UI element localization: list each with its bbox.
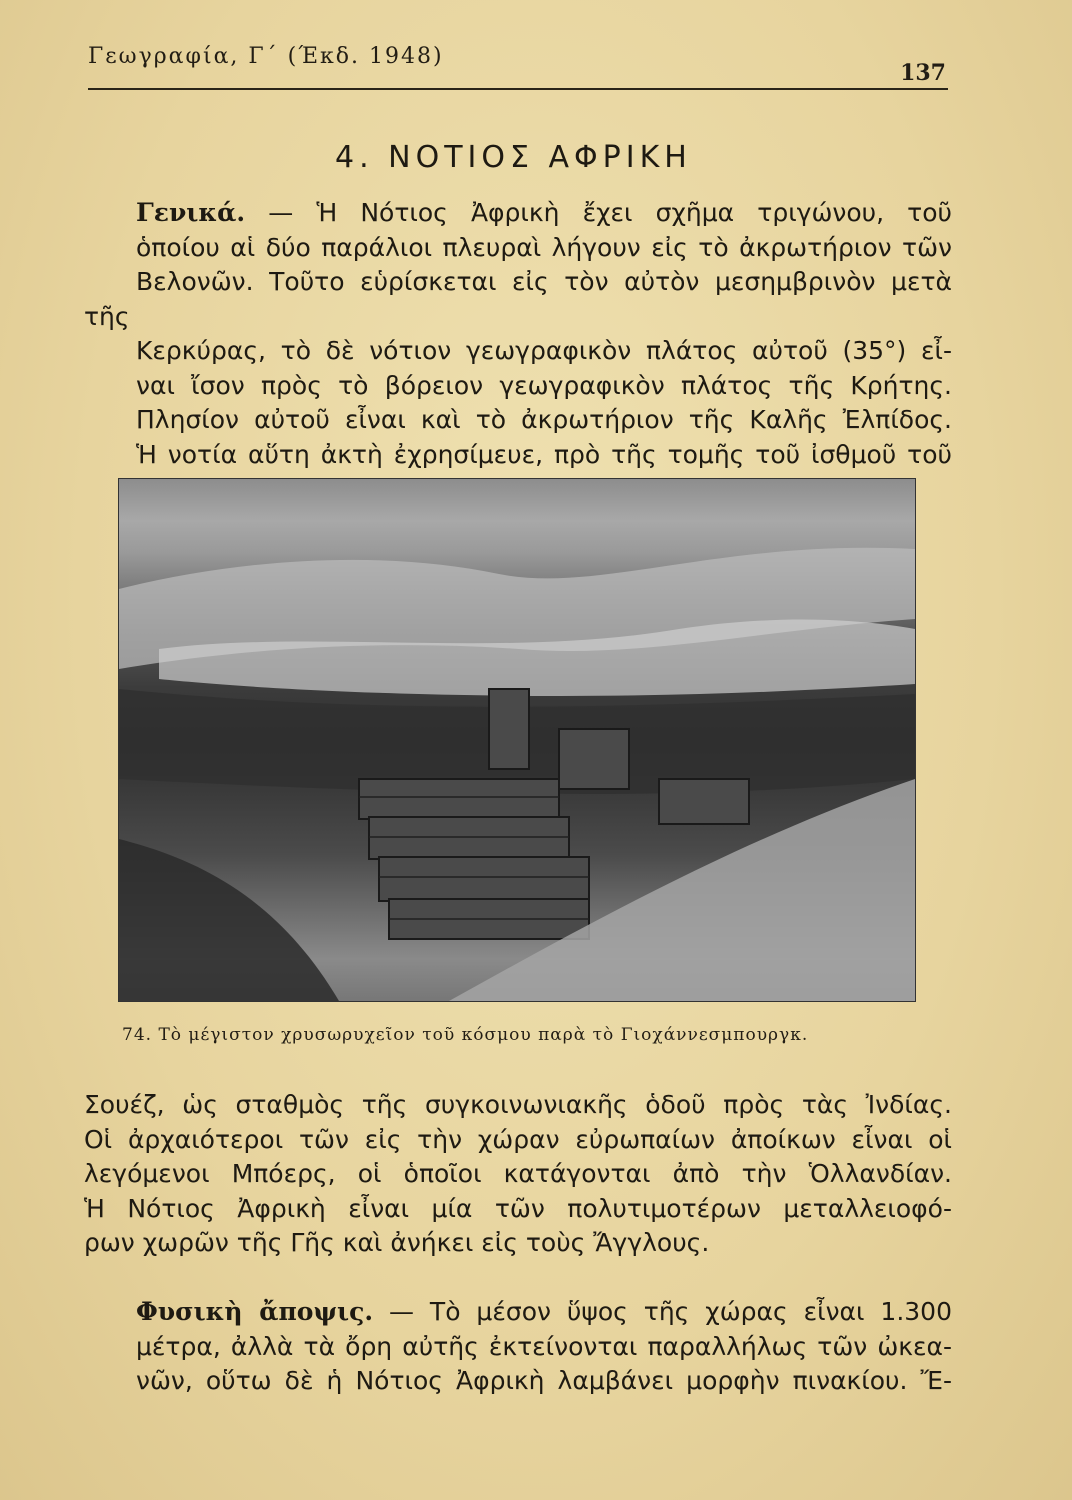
paragraph-line: Γενικά. — Ἡ Νότιος Ἀφρικὴ ἔχει σχῆμα τριγώνου, τοῦ [136, 198, 952, 227]
paragraph-line: Ἡ Νότιος Ἀφρικὴ εἶναι μία τῶν πολυτιμοτέρων μεταλλειοφό- [84, 1193, 952, 1223]
chapter-title: 4. ΝΟΤΙΟΣ ΑΦΡΙΚΗ [335, 140, 692, 175]
paragraph-line: Βελονῶν. Τοῦτο εὑρίσκεται εἰς τὸν αὐτὸν μεσημβρινὸν μετὰ τῆς [84, 267, 952, 331]
paragraph-line: Σουέζ, ὡς σταθμὸς τῆς συγκοινωνιακῆς ὁδοῦ πρὸς τὰς Ἰνδίας. [84, 1090, 952, 1119]
paragraph-lead: Φυσικὴ ἄποψις. [136, 1297, 374, 1326]
gold-mine-photograph [118, 478, 916, 1002]
photo-illustration [119, 479, 915, 1001]
paragraph-lead: Γενικά. [136, 198, 246, 227]
paragraph-line: Φυσικὴ ἄποψις. — Τὸ μέσον ὕψος τῆς χώρας εἶναι 1.300 [136, 1297, 952, 1326]
paragraph-line: Οἱ ἀρχαιότεροι τῶν εἰς τὴν χώραν εὐρωπαίων ἀποίκων εἶναι οἱ [84, 1124, 952, 1154]
paragraph-line: νῶν, οὕτω δὲ ἡ Νότιος Ἀφρικὴ λαμβάνει μορφὴν πινακίου. Ἔ- [136, 1366, 952, 1395]
paragraph-line: Κερκύρας, τὸ δὲ νότιον γεωγραφικὸν πλάτος αὐτοῦ (35°) εἶ- [136, 336, 952, 365]
header-rule [88, 88, 948, 90]
paragraph-line: ναι ἴσον πρὸς τὸ βόρειον γεωγραφικὸν πλάτος τῆς Κρήτης. [136, 370, 952, 400]
paragraph-line: μέτρα, ἀλλὰ τὰ ὄρη αὐτῆς ἐκτείνονται παραλλήλως τῶν ὠκεα- [136, 1331, 952, 1361]
paragraph-line: ὁποίου αἱ δύο παράλιοι πλευραὶ λήγουν εἰς τὸ ἀκρωτήριον τῶν [136, 232, 952, 262]
paragraph-general [84, 196, 952, 472]
paragraph-line: Πλησίον αὐτοῦ εἶναι καὶ τὸ ἀκρωτήριον τῆς Καλῆς Ἐλπίδος. [136, 405, 952, 434]
paragraph-physical-view [84, 1295, 952, 1399]
paragraph-line: Ἡ νοτία αὕτη ἀκτὴ ἐχρησίμευε, πρὸ τῆς τομῆς τοῦ ἰσθμοῦ τοῦ [136, 439, 952, 469]
paragraph-line: ρων χωρῶν τῆς Γῆς καὶ ἀνήκει εἰς τοὺς Ἄγγλους. [84, 1228, 710, 1257]
running-header: Γεωγραφία, Γ΄ (Έκδ. 1948) [88, 44, 444, 69]
page-number: 137 [900, 60, 946, 86]
paragraph-line: λεγόμενοι Μπόερς, οἱ ὁποῖοι κατάγονται ἀπὸ τὴν Ὁλλανδίαν. [84, 1159, 952, 1188]
figure-caption: 74. Τὸ μέγιστον χρυσωρυχεῖον τοῦ κόσμου παρὰ τὸ Γιοχάννεσμπουργκ. [122, 1025, 809, 1045]
paragraph-continuation [84, 1088, 952, 1261]
